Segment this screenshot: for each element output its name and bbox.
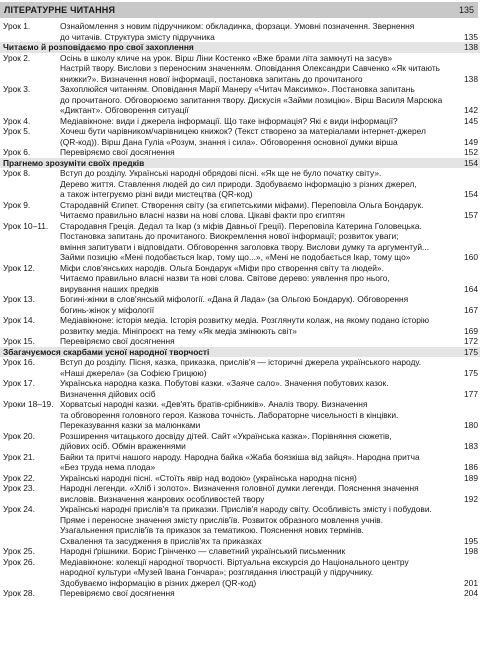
- page-number: 169: [464, 325, 478, 336]
- lesson-number: Урок 28.: [3, 588, 35, 598]
- entry-line: Міфи слов'янських народів. Ольга Бондарук «Міфи про створення світу та людей».: [60, 262, 384, 273]
- page-number: 142: [464, 105, 478, 115]
- entry-text: [60, 452, 456, 473]
- entry-text: [60, 263, 456, 295]
- lesson-number: Урок 4.: [3, 115, 31, 126]
- lesson-number: Урок 25.: [3, 546, 35, 556]
- page-number: 157: [464, 210, 478, 220]
- entry-line: Народні ґрішники. Борис Грінченко — славетний український письменник: [60, 546, 346, 556]
- lesson-number: Урок 26.: [3, 556, 35, 567]
- lesson-number: Уроки 18–19.: [3, 399, 54, 409]
- section-title: ЛІТЕРАТУРНЕ ЧИТАННЯ: [4, 5, 116, 15]
- entry-line: «Диктант». Обговорення ситуації: [60, 105, 189, 115]
- toc-entry: [0, 221, 480, 263]
- toc-entry: [0, 21, 480, 42]
- entry-line: Здобуваємо інформацію в різних джерел (QR-код): [60, 577, 257, 588]
- entry-line: Читаємо правильно власні назви на нові слова. Цікаві факти про єгиптян: [60, 210, 345, 220]
- lesson-number: Урок 13.: [3, 294, 35, 304]
- lesson-number: Урок 14.: [3, 315, 35, 325]
- entry-line: Медіавікноне: види і джерела інформації. Що таке інформація? Які є види інформації?: [60, 115, 398, 126]
- entry-line: Дерево життя. Ставлення людей до сил природи. Здобуваємо інформацію з різних джерел,: [60, 178, 417, 189]
- entry-text: [3, 42, 456, 53]
- entry-line: розвитку медіа. Мініпроєкт на тему «Як медіа змінюють світ»: [60, 325, 297, 336]
- page-number: 175: [464, 346, 478, 357]
- page-number: 145: [464, 115, 478, 126]
- entry-text: [60, 126, 456, 147]
- toc-entry: [0, 431, 480, 452]
- entry-line: Перевіряємо свої досягнення: [60, 336, 175, 346]
- entry-line: Читаємо правильно власні назви та нові слова. Світове дерево: уявлення про нього,: [60, 273, 390, 283]
- entry-text: [60, 116, 456, 127]
- lesson-number: Урок 22.: [3, 472, 35, 483]
- toc-section-heading: [0, 158, 480, 169]
- entry-line: Стародавній Єгипет. Створення світу (за єгипетськими міфами). Переповіла Ольга Бондарук.: [60, 199, 424, 210]
- page-number: 138: [464, 42, 478, 52]
- entry-line: до читачів. Структура змісту підручника: [60, 31, 215, 42]
- entry-text: [60, 147, 456, 158]
- toc-list: [0, 21, 480, 599]
- entry-text: [60, 588, 456, 599]
- entry-text: [60, 221, 456, 263]
- toc-entry: [0, 452, 480, 473]
- page-number: 175: [464, 367, 478, 378]
- entry-line: Постановка запитань до прочитаного. Виокремлення нової інформації; розвиток уваги;: [60, 231, 399, 241]
- lesson-number: Урок 23.: [3, 483, 35, 493]
- toc-entry: [0, 315, 480, 336]
- page-number: 164: [464, 283, 478, 294]
- section-page-number: 135: [458, 5, 474, 15]
- entry-line: Визначення дійових осіб: [60, 388, 156, 399]
- entry-line: Вступ до розділу. Українські народні обрядові пісні. «Як ще не було початку світу».: [60, 168, 382, 178]
- toc-entry: [0, 116, 480, 127]
- entry-text: [60, 200, 456, 221]
- entry-line: Хорватські народні казки. «Дев'ять братів-срібників». Аналіз твору. Визначення: [60, 399, 368, 409]
- lesson-number: Урок 9.: [3, 199, 31, 210]
- entry-text: [60, 378, 456, 399]
- toc-entry: [0, 357, 480, 378]
- lesson-number: Урок 8.: [3, 168, 31, 178]
- entry-text: [60, 504, 456, 546]
- lesson-number: Урок 21.: [3, 451, 35, 462]
- toc-section-heading: [0, 347, 480, 358]
- toc-entry: [0, 84, 480, 116]
- entry-line: висловів. Визначення жанрових особливостей твору: [60, 493, 265, 504]
- entry-line: вміння запитувати і відповідати. Обговорення заголовка твору. Вислови думку та аргументуй...: [60, 241, 430, 252]
- lesson-number: Урок 16.: [3, 357, 35, 367]
- entry-line: народної культури «Музей Івана Гончара»; розглядання ілюстрацій у підручнику.: [60, 567, 374, 577]
- entry-line: Ознайомлення з новим підручником: обкладинка, форзаци. Умовні позначення. Звернення: [60, 21, 415, 31]
- toc-entry: [0, 200, 480, 221]
- entry-line: Байки та притчі нашого народу. Народна байка «Жаба боязкіша від зайця». Народна притча: [60, 451, 420, 462]
- lesson-number: Урок 1.: [3, 21, 31, 31]
- entry-line: богинь-жінок у міфології: [60, 304, 155, 315]
- lesson-number: Урок 2.: [3, 52, 31, 63]
- page-number: 154: [464, 157, 478, 168]
- entry-line: Українські народні пісні. «Стоїть явір над водою» (українська народна пісня): [60, 472, 357, 483]
- entry-line: Перевіряємо свої досягнення: [60, 588, 175, 598]
- toc-entry: [0, 557, 480, 589]
- toc-entry: [0, 294, 480, 315]
- page-number: 183: [464, 441, 478, 451]
- page-number: 138: [464, 73, 478, 84]
- page-number: 180: [464, 420, 478, 430]
- entry-line: вирування наших предків: [60, 283, 159, 294]
- entry-line: Осінь в школу кличе на урок. Вірш Ліни Костенко «Вже брами літа замкнуті на засув»: [60, 52, 393, 63]
- page-number: 192: [464, 493, 478, 504]
- entry-line: Схвалення та засудження в прислів'ях та приказках: [60, 535, 262, 546]
- entry-line: до прочитаного. Обговорюємо запитання твору. Дискусія «Займи позицію». Вірш Василя Марсюка: [60, 94, 443, 105]
- entry-line: дійових осіб. Обмін враженнями: [60, 441, 186, 451]
- entry-line: Українські народні прислів'я та приказки. Прислів'я народу світу. Особливість змісту і побудови.: [60, 504, 432, 514]
- toc-entry: [0, 263, 480, 295]
- page-number: 167: [464, 304, 478, 315]
- entry-text: [60, 431, 456, 452]
- entry-text: [60, 546, 456, 557]
- entry-text: [60, 399, 456, 431]
- lesson-number: Урок 12.: [3, 262, 35, 273]
- entry-line: Медіавікноне: колекції народної творчості. Віртуальна екскурсія до Національного центру: [60, 556, 409, 567]
- entry-line: Українська народна казка. Побутові казки. «Заяче сало». Значення побутових казок.: [60, 378, 389, 388]
- entry-text: [60, 557, 456, 589]
- lesson-number: Урок 20.: [3, 430, 35, 441]
- toc-entry: [0, 168, 480, 200]
- entry-line: Прагнемо зрозуміти своїх предків: [3, 157, 145, 168]
- toc-entry: [0, 588, 480, 599]
- entry-line: Узагальнення прислів'їв та приказок за тематикою. Пояснення нових термінів.: [60, 525, 364, 535]
- toc-entry: [0, 473, 480, 484]
- page-number: 186: [464, 462, 478, 472]
- entry-line: книжки?». Визначення нової інформації, постановка запитань до прочитаного: [60, 73, 363, 84]
- lesson-number: Урок 17.: [3, 378, 35, 388]
- entry-line: Переказування казки за малюнками: [60, 420, 201, 430]
- entry-text: [60, 294, 456, 315]
- page-number: 152: [464, 147, 478, 157]
- lesson-number: Урок 6.: [3, 147, 31, 157]
- entry-text: [3, 347, 456, 358]
- toc-entry: [0, 504, 480, 546]
- entry-line: Богині-жінки в слов'янській міфології. «Дана й Лада» (за Ольгою Бондарук). Обговорення: [60, 294, 409, 304]
- lesson-number: Урок 24.: [3, 504, 35, 514]
- entry-line: Розширення читацького досвіду дітей. Сайт «Українська казка». Порівняння сюжетів,: [60, 430, 392, 441]
- entry-line: Займи позицію «Мені подобається Ікар, тому що...», «Мені не подобається Ікар, тому що»: [60, 252, 411, 262]
- section-header: [0, 2, 478, 18]
- entry-text: [60, 84, 456, 116]
- page-number: 149: [464, 136, 478, 147]
- entry-line: Вступ до розділу. Пісня, казка, приказка, прислів'я — історичні джерела українського народу.: [60, 357, 422, 367]
- entry-line: Захоплюйся читанням. Оповідання Марії Манеру «Читач Максимко». Постановка запитань: [60, 84, 415, 94]
- toc-section-heading: [0, 42, 480, 53]
- toc-entry: [0, 546, 480, 557]
- page-number: 177: [464, 388, 478, 399]
- entry-line: «Без труда нема плода»: [60, 462, 156, 472]
- toc-entry: [0, 53, 480, 85]
- lesson-number: Урок 15.: [3, 336, 35, 346]
- entry-line: Медіавікноне: історія медіа. Історія розвитку медіа. Розглянути колаж, на якому подано історію: [60, 315, 430, 325]
- entry-line: Народні легенди. «Хліб і золото». Визначення головної думки легенди. Пояснення значення: [60, 483, 419, 493]
- toc-entry: [0, 483, 480, 504]
- entry-text: [3, 158, 456, 169]
- entry-line: Хочеш бути чарівником/чарівницею книжок? (Текст створено за матеріалами інтернет-джерел: [60, 126, 426, 136]
- entry-line: Перевіряємо свої досягнення: [60, 147, 175, 157]
- toc-entry: [0, 399, 480, 431]
- toc-entry: [0, 378, 480, 399]
- entry-line: а також інтегруємо різні види мистецтва (QR-код): [60, 189, 253, 199]
- entry-line: Настрій твору. Вислови з переносним значенням. Оповідання Олександри Савченко «Як читають: [60, 63, 441, 73]
- entry-line: та обговорення головного героя. Казкова точність. Лабораторне чисельності в кінцівки.: [60, 409, 399, 420]
- entry-text: [60, 357, 456, 378]
- entry-text: [60, 53, 456, 85]
- entry-line: Стародавня Греція. Дедал та Ікар (з міфів Давньої Греції). Переповіла Катерина Головецька.: [60, 220, 422, 231]
- page-number: 135: [464, 31, 478, 42]
- entry-text: [60, 483, 456, 504]
- entry-line: (QR-код)). Вірш Дана Гуліа «Розум, знання і сила». Обговорення основної думки вірша: [60, 136, 398, 147]
- page-number: 204: [464, 588, 478, 598]
- lesson-number: Урок 3.: [3, 84, 31, 94]
- page-number: 154: [464, 189, 478, 199]
- entry-text: [60, 473, 456, 484]
- page-number: 195: [464, 535, 478, 546]
- toc-entry: [0, 336, 480, 347]
- page-number: 172: [464, 336, 478, 346]
- lesson-number: Урок 5.: [3, 126, 31, 136]
- entry-line: Читаємо й розповідаємо про свої захоплення: [3, 42, 194, 52]
- entry-text: [60, 21, 456, 42]
- toc-entry: [0, 126, 480, 147]
- entry-line: «Наші джерела» (за Софією Грицюю): [60, 367, 207, 378]
- toc-entry: [0, 147, 480, 158]
- page-number: 201: [464, 577, 478, 588]
- entry-text: [60, 315, 456, 336]
- lesson-number: Урок 10–11.: [3, 220, 49, 231]
- entry-line: Збагачуємося скарбами усної народної творчості: [3, 346, 210, 357]
- entry-text: [60, 336, 456, 347]
- entry-text: [60, 168, 456, 200]
- page-number: 160: [464, 252, 478, 262]
- page-number: 198: [464, 546, 478, 556]
- entry-line: Пряме і переносне значення змісту прислів'їв. Розвиток образного мовлення учнів.: [60, 514, 384, 525]
- page-number: 189: [464, 472, 478, 483]
